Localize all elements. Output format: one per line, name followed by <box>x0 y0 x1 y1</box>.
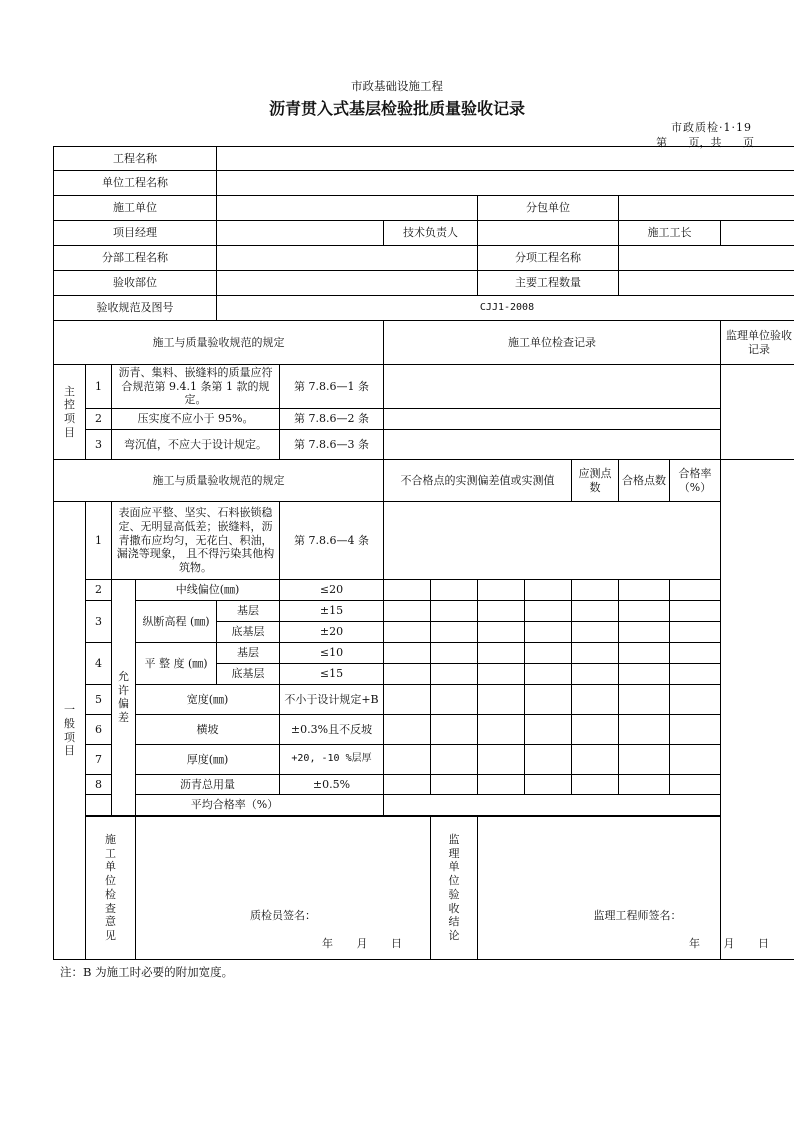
deviation-cell[interactable] <box>525 664 572 685</box>
deviation-cell[interactable] <box>478 685 525 715</box>
page-number: 第 页，共 页 <box>656 136 754 149</box>
item-name: 平 整 度 (㎜) <box>136 643 217 685</box>
pass-points-cell[interactable] <box>619 745 670 775</box>
pass-points-cell[interactable] <box>619 715 670 745</box>
deviation-cell[interactable] <box>525 601 572 622</box>
inspection-record-table <box>53 146 794 960</box>
main-quantity-label: 主要工程数量 <box>478 271 619 296</box>
average-pass-rate-label: 平均合格率（%） <box>86 795 384 816</box>
points-cell[interactable] <box>572 685 619 715</box>
supervisor-conclusion-label: 监理单位验收结论 <box>431 816 478 960</box>
deviation-cell[interactable] <box>431 622 478 643</box>
deviation-cell[interactable] <box>384 622 431 643</box>
deviation-cell[interactable] <box>431 775 478 795</box>
deviation-cell[interactable] <box>384 580 431 601</box>
item-name: 厚度(㎜) <box>136 745 280 775</box>
pass-rate-cell[interactable] <box>670 664 721 685</box>
foreman-label: 施工工长 <box>619 221 721 246</box>
item-tolerance: 不小于设计规定+B <box>280 685 384 715</box>
deviation-cell[interactable] <box>384 715 431 745</box>
general-item-no: 6 <box>86 715 112 745</box>
main-check-header: 施工单位检查记录 <box>384 321 721 365</box>
deviation-cell[interactable] <box>431 643 478 664</box>
deviation-cell[interactable] <box>431 715 478 745</box>
unit-project-value[interactable] <box>217 171 794 196</box>
deviation-cell[interactable] <box>384 775 431 795</box>
pass-points-cell[interactable] <box>619 643 670 664</box>
general-item-no: 1 <box>86 502 112 580</box>
pass-rate-cell[interactable] <box>670 775 721 795</box>
item-tolerance: ±15 <box>280 601 384 622</box>
construction-unit-value[interactable] <box>217 196 478 221</box>
item-sub-layer: 底基层 <box>217 622 280 643</box>
contractor-opinion-label: 施工单位检查意见 <box>86 816 136 960</box>
deviation-cell[interactable] <box>431 664 478 685</box>
contractor-date: 年 月 日 <box>322 937 402 950</box>
item-tolerance: ±20 <box>280 622 384 643</box>
points-cell[interactable] <box>572 622 619 643</box>
points-cell[interactable] <box>572 580 619 601</box>
item-tolerance: ±0.5% <box>280 775 384 795</box>
division-name-label: 分部工程名称 <box>54 246 217 271</box>
deviation-cell[interactable] <box>525 745 572 775</box>
general-item-no: 3 <box>86 601 112 643</box>
main-item-clause: 第 7.8.6—3 条 <box>280 430 384 460</box>
points-cell[interactable] <box>572 664 619 685</box>
pass-rate-cell[interactable] <box>670 643 721 664</box>
deviation-cell[interactable] <box>478 622 525 643</box>
pass-rate-cell[interactable] <box>670 715 721 745</box>
contractor-opinion-area[interactable] <box>136 816 431 960</box>
general-spec-header: 施工与质量验收规范的规定 <box>54 460 384 502</box>
main-item-desc: 压实度不应小于 95%。 <box>112 409 280 430</box>
deviation-cell[interactable] <box>384 745 431 775</box>
item-tolerance: ±0.3%且不反坡 <box>280 715 384 745</box>
deviation-cell[interactable] <box>478 715 525 745</box>
general-item-no: 5 <box>86 685 112 715</box>
item-tolerance: ≤15 <box>280 664 384 685</box>
main-quantity-value[interactable] <box>619 271 794 296</box>
general-item-check[interactable] <box>384 502 721 580</box>
main-item-clause: 第 7.8.6—2 条 <box>280 409 384 430</box>
general-item-desc: 表面应平整、坚实、石料嵌锁稳定、无明显高低差；嵌缝料，沥青撒布应均匀，无花白、积油，漏浇等现象， 且不得污染其他构筑物。 <box>112 502 280 580</box>
points-cell[interactable] <box>572 715 619 745</box>
item-name: 横坡 <box>136 715 280 745</box>
deviation-cell[interactable] <box>384 664 431 685</box>
subitem-name-value[interactable] <box>619 246 794 271</box>
deviation-cell[interactable] <box>525 715 572 745</box>
division-name-value[interactable] <box>217 246 478 271</box>
main-item-no: 3 <box>86 430 112 460</box>
form-subtitle: 市政基础设施工程 <box>351 79 443 93</box>
deviation-cell[interactable] <box>478 580 525 601</box>
pass-rate-cell[interactable] <box>670 622 721 643</box>
unit-project-label: 单位工程名称 <box>54 171 217 196</box>
pass-rate-cell[interactable] <box>670 601 721 622</box>
deviation-cell[interactable] <box>431 685 478 715</box>
pass-rate-cell[interactable] <box>670 745 721 775</box>
inspector-signature: 质检员签名： <box>250 909 316 922</box>
deviation-cell[interactable] <box>384 601 431 622</box>
main-control-group: 主控项目 <box>54 365 86 460</box>
main-supervisor-record[interactable] <box>721 365 794 460</box>
pass-points-cell[interactable] <box>619 601 670 622</box>
deviation-cell[interactable] <box>525 580 572 601</box>
spec-value: CJJ1-2008 <box>217 296 794 321</box>
deviation-cell[interactable] <box>525 685 572 715</box>
item-sub-layer: 底基层 <box>217 664 280 685</box>
deviation-cell[interactable] <box>431 745 478 775</box>
allowable-deviation-label: 允许偏差 <box>112 580 136 816</box>
deviation-cell[interactable] <box>525 622 572 643</box>
subcontract-unit-label: 分包单位 <box>478 196 619 221</box>
points-cell[interactable] <box>572 775 619 795</box>
pass-rate-cell[interactable] <box>670 580 721 601</box>
pass-points-cell[interactable] <box>619 580 670 601</box>
item-sub-layer: 基层 <box>217 601 280 622</box>
item-name: 中线偏位(㎜) <box>136 580 280 601</box>
general-group: 一般项目 <box>54 502 86 960</box>
supervisor-date: 年 月 日 <box>689 937 769 950</box>
general-item-clause: 第 7.8.6—4 条 <box>280 502 384 580</box>
deviation-cell[interactable] <box>431 601 478 622</box>
main-item-clause: 第 7.8.6—1 条 <box>280 365 384 409</box>
main-item-no: 1 <box>86 365 112 409</box>
main-item-no: 2 <box>86 409 112 430</box>
foreman-value[interactable] <box>721 221 794 246</box>
tech-lead-label: 技术负责人 <box>384 221 478 246</box>
tech-lead-value[interactable] <box>478 221 619 246</box>
project-name-value[interactable] <box>217 147 794 171</box>
pass-rate-cell[interactable] <box>670 685 721 715</box>
deviation-cell[interactable] <box>478 601 525 622</box>
pass-points-cell[interactable] <box>619 775 670 795</box>
pass-rate-header: 合格率（%） <box>670 460 721 502</box>
main-item-check[interactable] <box>384 365 721 409</box>
general-item-no: 8 <box>86 775 112 795</box>
project-manager-label: 项目经理 <box>54 221 217 246</box>
pass-points-cell[interactable] <box>619 664 670 685</box>
deviation-cell[interactable] <box>384 643 431 664</box>
main-item-desc: 弯沉值，不应大于设计规定。 <box>112 430 280 460</box>
main-item-check[interactable] <box>384 409 721 430</box>
item-name: 纵断高程 (㎜) <box>136 601 217 643</box>
project-manager-value[interactable] <box>217 221 384 246</box>
inspection-part-value[interactable] <box>217 271 478 296</box>
item-name: 宽度(㎜) <box>136 685 280 715</box>
item-tolerance: ≤20 <box>280 580 384 601</box>
main-item-desc: 沥青、集料、嵌缝料的质量应符合规范第 9.4.1 条第 1 款的规定。 <box>112 365 280 409</box>
subcontract-unit-value[interactable] <box>619 196 794 221</box>
deviation-header: 不合格点的实测偏差值或实测值 <box>384 460 572 502</box>
item-tolerance: ≤10 <box>280 643 384 664</box>
supervisor-header: 监理单位验收记录 <box>721 321 794 365</box>
points-cell[interactable] <box>572 643 619 664</box>
supervisor-signature: 监理工程师签名： <box>593 909 682 922</box>
inspection-part-label: 验收部位 <box>54 271 217 296</box>
pass-points-header: 合格点数 <box>619 460 670 502</box>
average-pass-rate-value[interactable] <box>384 795 721 816</box>
item-sub-layer: 基层 <box>217 643 280 664</box>
spec-label: 验收规范及图号 <box>54 296 217 321</box>
subitem-name-label: 分项工程名称 <box>478 246 619 271</box>
points-cell[interactable] <box>572 745 619 775</box>
pass-points-cell[interactable] <box>619 685 670 715</box>
item-name: 沥青总用量 <box>136 775 280 795</box>
main-spec-header: 施工与质量验收规范的规定 <box>54 321 384 365</box>
points-header: 应测点数 <box>572 460 619 502</box>
points-cell[interactable] <box>572 601 619 622</box>
deviation-cell[interactable] <box>478 745 525 775</box>
deviation-cell[interactable] <box>525 643 572 664</box>
general-item-no: 7 <box>86 745 112 775</box>
construction-unit-label: 施工单位 <box>54 196 217 221</box>
general-item-no: 4 <box>86 643 112 685</box>
deviation-cell[interactable] <box>384 685 431 715</box>
page-title: 沥青贯入式基层检验批质量验收记录 <box>268 99 525 118</box>
form-code: 市政质检·1·19 <box>671 121 752 134</box>
footnote: 注：B 为施工时必要的附加宽度。 <box>60 965 234 979</box>
main-item-check[interactable] <box>384 430 721 460</box>
deviation-cell[interactable] <box>478 775 525 795</box>
pass-points-cell[interactable] <box>619 622 670 643</box>
deviation-cell[interactable] <box>431 580 478 601</box>
project-name-label: 工程名称 <box>54 147 217 171</box>
deviation-cell[interactable] <box>478 643 525 664</box>
deviation-cell[interactable] <box>525 775 572 795</box>
general-item-no: 2 <box>86 580 112 601</box>
deviation-cell[interactable] <box>478 664 525 685</box>
supervisor-conclusion-area[interactable] <box>478 816 794 960</box>
item-tolerance: +20, -10 %层厚 <box>280 745 384 775</box>
